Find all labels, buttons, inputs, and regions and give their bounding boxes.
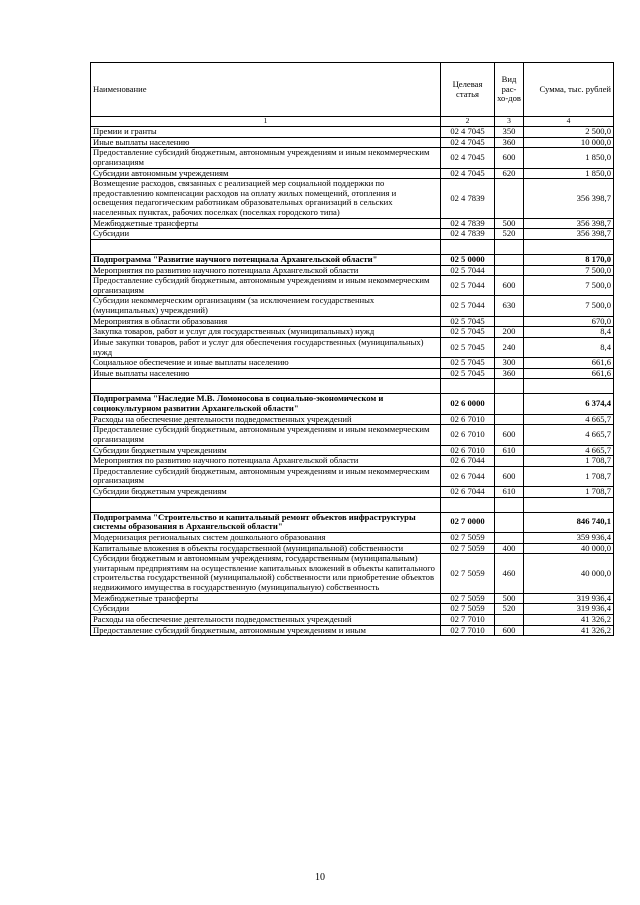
row-expense-type: 500 — [495, 218, 524, 229]
row-target-article: 02 7 5059 — [441, 543, 495, 554]
table-row — [91, 554, 614, 594]
row-target-article: 02 5 7045 — [441, 358, 495, 369]
row-expense-type: 600 — [495, 466, 524, 486]
row-target-article: 02 5 7044 — [441, 276, 495, 296]
row-target-article: 02 5 7044 — [441, 296, 495, 316]
row-expense-type — [495, 614, 524, 625]
row-expense-type: 240 — [495, 337, 524, 357]
row-target-article: 02 6 7010 — [441, 425, 495, 445]
row-target-article: 02 7 5059 — [441, 593, 495, 604]
row-expense-type: 400 — [495, 543, 524, 554]
table-row — [91, 265, 614, 276]
table-row — [91, 218, 614, 229]
table-row — [91, 604, 614, 615]
table-row — [91, 229, 614, 240]
row-target-article: 02 5 7045 — [441, 327, 495, 338]
empty-cell — [524, 239, 614, 254]
row-sum: 7 500,0 — [524, 296, 614, 316]
row-expense-type: 500 — [495, 593, 524, 604]
empty-cell — [91, 239, 441, 254]
row-name: Расходы на обеспечение деятельности подведомственных учреждений — [91, 614, 441, 625]
row-sum: 846 740,1 — [524, 512, 614, 532]
row-name: Иные выплаты населению — [91, 368, 441, 379]
row-expense-type: 630 — [495, 296, 524, 316]
empty-cell — [441, 379, 495, 394]
table-row — [91, 456, 614, 467]
row-sum: 41 326,2 — [524, 625, 614, 636]
header-name: Наименование — [91, 63, 441, 117]
row-sum: 356 398,7 — [524, 179, 614, 219]
row-expense-type: 610 — [495, 487, 524, 498]
row-sum: 8,4 — [524, 337, 614, 357]
table-row — [91, 327, 614, 338]
row-expense-type: 300 — [495, 358, 524, 369]
row-name: Субсидии бюджетным учреждениям — [91, 445, 441, 456]
row-target-article: 02 6 7010 — [441, 414, 495, 425]
row-sum: 6 374,4 — [524, 394, 614, 414]
row-name: Предоставление субсидий бюджетным, автономным учреждениям и иным — [91, 625, 441, 636]
table-row — [91, 368, 614, 379]
table-row — [91, 425, 614, 445]
table-row — [91, 276, 614, 296]
row-sum: 40 000,0 — [524, 543, 614, 554]
empty-cell — [441, 497, 495, 512]
row-sum: 1 850,0 — [524, 148, 614, 168]
row-sum: 7 500,0 — [524, 265, 614, 276]
row-target-article: 02 7 0000 — [441, 512, 495, 532]
row-name: Возмещение расходов, связанных с реализацией мер социальной поддержки по предоставлению компенсации расходов на оплату жилых помещений, отопления и освещения педагогическим работникам образовательных организаций в сельских населенных пунктах, рабочих поселках (поселках городского типа) — [91, 179, 441, 219]
row-expense-type — [495, 414, 524, 425]
row-target-article: 02 6 7044 — [441, 466, 495, 486]
header-sum: Сумма, тыс. рублей — [524, 63, 614, 117]
table-row — [91, 337, 614, 357]
empty-cell — [495, 379, 524, 394]
row-expense-type — [495, 456, 524, 467]
empty-cell — [524, 497, 614, 512]
row-sum: 4 665,7 — [524, 445, 614, 456]
table-spacer-row — [91, 379, 614, 394]
row-target-article: 02 7 7010 — [441, 625, 495, 636]
row-expense-type: 360 — [495, 137, 524, 148]
column-number: 4 — [524, 117, 614, 127]
row-sum: 1 708,7 — [524, 487, 614, 498]
row-expense-type: 610 — [495, 445, 524, 456]
row-expense-type: 460 — [495, 554, 524, 594]
row-sum: 1 850,0 — [524, 168, 614, 179]
row-target-article: 02 4 7839 — [441, 179, 495, 219]
row-name: Предоставление субсидий бюджетным, автономным учреждениям и иным некоммерческим организациям — [91, 276, 441, 296]
column-number: 3 — [495, 117, 524, 127]
row-target-article: 02 4 7045 — [441, 148, 495, 168]
empty-cell — [495, 239, 524, 254]
row-target-article: 02 6 7044 — [441, 456, 495, 467]
row-sum: 319 936,4 — [524, 604, 614, 615]
row-sum: 359 936,4 — [524, 532, 614, 543]
row-name: Иные закупки товаров, работ и услуг для обеспечения государственных (муниципальных) нужд — [91, 337, 441, 357]
row-target-article: 02 4 7839 — [441, 218, 495, 229]
row-sum: 4 665,7 — [524, 425, 614, 445]
table-row — [91, 532, 614, 543]
row-name: Мероприятия по развитию научного потенциала Архангельской области — [91, 456, 441, 467]
row-name: Предоставление субсидий бюджетным, автономным учреждениям и иным некоммерческим организациям — [91, 425, 441, 445]
empty-cell — [441, 239, 495, 254]
table-row — [91, 543, 614, 554]
table-row — [91, 179, 614, 219]
header-expense-type: Вид рас-хо-дов — [495, 63, 524, 117]
row-sum: 4 665,7 — [524, 414, 614, 425]
row-name: Субсидии бюджетным и автономным учреждениям, государственным (муниципальным) унитарным предприятиям на осуществление капитальных вложений в объекты капитального строительства государственной (муниципальной) собственности или приобретение объектов недвижимого имущества в государственную (муниципальную) собственность — [91, 554, 441, 594]
row-expense-type — [495, 265, 524, 276]
row-expense-type — [495, 532, 524, 543]
row-sum: 2 500,0 — [524, 127, 614, 138]
header-target-article: Целевая статья — [441, 63, 495, 117]
table-row — [91, 466, 614, 486]
row-name: Субсидии — [91, 229, 441, 240]
row-sum: 670,0 — [524, 316, 614, 327]
empty-cell — [524, 379, 614, 394]
row-expense-type: 200 — [495, 327, 524, 338]
table-row — [91, 137, 614, 148]
table-row — [91, 127, 614, 138]
row-sum: 7 500,0 — [524, 276, 614, 296]
row-expense-type: 600 — [495, 425, 524, 445]
row-target-article: 02 6 0000 — [441, 394, 495, 414]
row-name: Межбюджетные трансферты — [91, 593, 441, 604]
table-row — [91, 593, 614, 604]
row-name: Закупка товаров, работ и услуг для государственных (муниципальных) нужд — [91, 327, 441, 338]
row-target-article: 02 4 7045 — [441, 168, 495, 179]
table-body — [91, 127, 614, 636]
row-target-article: 02 4 7045 — [441, 127, 495, 138]
row-name: Подпрограмма "Наследие М.В. Ломоносова в социально-экономическом и социокультурном развитии Архангельской области" — [91, 394, 441, 414]
row-target-article: 02 5 7045 — [441, 368, 495, 379]
table-row — [91, 614, 614, 625]
row-expense-type — [495, 316, 524, 327]
empty-cell — [91, 379, 441, 394]
row-expense-type: 620 — [495, 168, 524, 179]
row-expense-type — [495, 394, 524, 414]
row-name: Межбюджетные трансферты — [91, 218, 441, 229]
row-name: Субсидии автономным учреждениям — [91, 168, 441, 179]
column-number: 1 — [91, 117, 441, 127]
row-target-article: 02 4 7045 — [441, 137, 495, 148]
row-expense-type: 600 — [495, 625, 524, 636]
row-target-article: 02 5 0000 — [441, 254, 495, 265]
row-name: Субсидии — [91, 604, 441, 615]
row-expense-type: 600 — [495, 148, 524, 168]
row-sum: 356 398,7 — [524, 218, 614, 229]
table-header-row — [91, 63, 614, 117]
row-target-article: 02 6 7010 — [441, 445, 495, 456]
subprogram-row — [91, 254, 614, 265]
table-row — [91, 487, 614, 498]
table-row — [91, 148, 614, 168]
table-spacer-row — [91, 497, 614, 512]
empty-cell — [495, 497, 524, 512]
row-expense-type: 360 — [495, 368, 524, 379]
column-numbers-row — [91, 117, 614, 127]
table-row — [91, 316, 614, 327]
row-name: Подпрограмма "Строительство и капитальный ремонт объектов инфраструктуры системы образования в Архангельской области" — [91, 512, 441, 532]
row-target-article: 02 7 5059 — [441, 532, 495, 543]
row-name: Премии и гранты — [91, 127, 441, 138]
row-sum: 8 170,0 — [524, 254, 614, 265]
row-sum: 661,6 — [524, 368, 614, 379]
row-expense-type: 600 — [495, 276, 524, 296]
row-sum: 1 708,7 — [524, 456, 614, 467]
row-sum: 8,4 — [524, 327, 614, 338]
empty-cell — [91, 497, 441, 512]
row-sum: 40 000,0 — [524, 554, 614, 594]
row-sum: 1 708,7 — [524, 466, 614, 486]
row-name: Субсидии некоммерческим организациям (за исключением государственных (муниципальных) учреждений) — [91, 296, 441, 316]
column-number: 2 — [441, 117, 495, 127]
row-target-article: 02 5 7045 — [441, 316, 495, 327]
row-target-article: 02 7 7010 — [441, 614, 495, 625]
table-row — [91, 414, 614, 425]
row-sum: 10 000,0 — [524, 137, 614, 148]
row-name: Предоставление субсидий бюджетным, автономным учреждениям и иным некоммерческим организациям — [91, 148, 441, 168]
row-name: Мероприятия в области образования — [91, 316, 441, 327]
row-expense-type — [495, 254, 524, 265]
page-number: 10 — [315, 872, 325, 883]
table-row — [91, 358, 614, 369]
row-name: Модернизация региональных систем дошкольного образования — [91, 532, 441, 543]
row-name: Предоставление субсидий бюджетным, автономным учреждениям и иным некоммерческим организациям — [91, 466, 441, 486]
row-name: Капитальные вложения в объекты государственной (муниципальной) собственности — [91, 543, 441, 554]
row-name: Подпрограмма "Развитие научного потенциала Архангельской области" — [91, 254, 441, 265]
row-sum: 356 398,7 — [524, 229, 614, 240]
row-target-article: 02 5 7044 — [441, 265, 495, 276]
row-expense-type: 520 — [495, 604, 524, 615]
row-target-article: 02 5 7045 — [441, 337, 495, 357]
row-expense-type — [495, 179, 524, 219]
row-target-article: 02 4 7839 — [441, 229, 495, 240]
table-row — [91, 445, 614, 456]
row-name: Иные выплаты населению — [91, 137, 441, 148]
table-spacer-row — [91, 239, 614, 254]
table-row — [91, 168, 614, 179]
subprogram-row — [91, 512, 614, 532]
row-sum: 319 936,4 — [524, 593, 614, 604]
row-target-article: 02 7 5059 — [441, 604, 495, 615]
row-name: Расходы на обеспечение деятельности подведомственных учреждений — [91, 414, 441, 425]
row-name: Мероприятия по развитию научного потенциала Архангельской области — [91, 265, 441, 276]
row-name: Субсидии бюджетным учреждениям — [91, 487, 441, 498]
row-sum: 41 326,2 — [524, 614, 614, 625]
row-expense-type — [495, 512, 524, 532]
table-row — [91, 625, 614, 636]
table-row — [91, 296, 614, 316]
row-expense-type: 350 — [495, 127, 524, 138]
row-target-article: 02 6 7044 — [441, 487, 495, 498]
row-expense-type: 520 — [495, 229, 524, 240]
row-target-article: 02 7 5059 — [441, 554, 495, 594]
subprogram-row — [91, 394, 614, 414]
row-sum: 661,6 — [524, 358, 614, 369]
budget-table — [90, 62, 614, 636]
row-name: Социальное обеспечение и иные выплаты населению — [91, 358, 441, 369]
